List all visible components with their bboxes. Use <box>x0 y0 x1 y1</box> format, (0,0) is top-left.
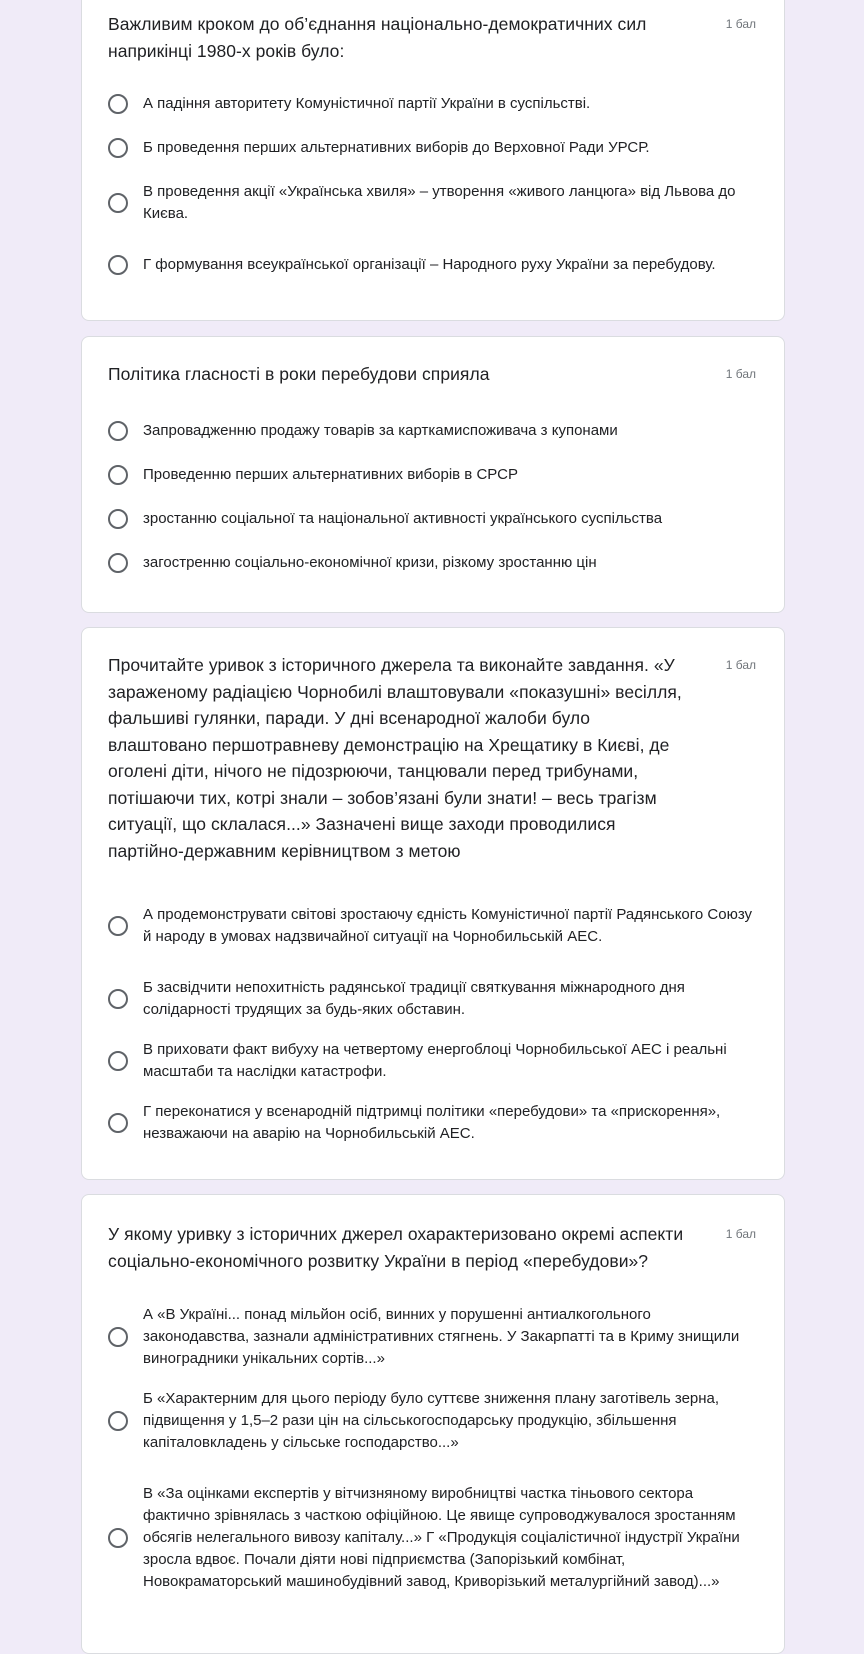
radio-button[interactable] <box>108 1528 128 1548</box>
radio-option[interactable] <box>82 884 784 968</box>
radio-option[interactable] <box>82 968 784 1030</box>
radio-option[interactable] <box>82 409 784 453</box>
option-label: Г переконатися у всенародній підтримці політики «перебудови» та «прискорення», незважаючи на аварію на Чорнобильській АЕС. <box>143 1103 721 1142</box>
option-label: В приховати факт вибуху на четвертому енергоблоці Чорнобильської АЕС і реальні масштаби та наслідки катастрофи. <box>143 1041 727 1080</box>
points-label: 1 бал <box>725 17 756 31</box>
radio-option[interactable] <box>82 1295 784 1379</box>
option-label: Проведенню перших альтернативних виборів в СРСР <box>143 465 518 483</box>
radio-option[interactable] <box>82 170 784 235</box>
question-card-3 <box>81 627 785 1180</box>
radio-button[interactable] <box>108 509 128 529</box>
radio-button[interactable] <box>108 989 128 1009</box>
option-label: загостренню соціально-економічної кризи, різкому зростанню цін <box>143 553 597 571</box>
radio-button[interactable] <box>108 1411 128 1431</box>
option-label: Запровадженню продажу товарів за карткамиспоживача з купонами <box>143 421 618 439</box>
question-card-1 <box>81 0 785 321</box>
option-label: зростанню соціальної та національної активності українського суспільства <box>143 509 663 527</box>
option-label: А продемонструвати світові зростаючу єдність Комуністичної партії Радянського Союзу й народу в умовах надзвичайної ситуації на Чорнобильській АЕС. <box>143 906 753 945</box>
option-label: Г формування всеукраїнської організації – Народного руху України за перебудову. <box>143 256 716 273</box>
question-title: Важливим кроком до об’єднання національно-демократичних сил наприкінці 1980-х років було: <box>108 14 647 61</box>
question-card-4 <box>81 1194 785 1654</box>
option-label: Б «Характерним для цього періоду було суттєве зниження плану заготівель зерна, підвищення у 1,5–2 рази цін на сільськогосподарську продукцію, збільшення капіталовкладень у сільське господарство...» <box>143 1390 720 1451</box>
radio-button[interactable] <box>108 916 128 936</box>
radio-option[interactable] <box>82 235 784 295</box>
option-label: Б засвідчити непохитність радянської традиції святкування міжнародного дня солідарності трудящих за будь-яких обставин. <box>143 979 685 1018</box>
points-label: 1 бал <box>725 1227 756 1241</box>
radio-button[interactable] <box>108 465 128 485</box>
radio-button[interactable] <box>108 1113 128 1133</box>
radio-option[interactable] <box>82 497 784 541</box>
radio-button[interactable] <box>108 94 128 114</box>
radio-button[interactable] <box>108 553 128 573</box>
radio-option[interactable] <box>82 126 784 170</box>
radio-option[interactable] <box>82 541 784 585</box>
points-label: 1 бал <box>725 658 756 672</box>
radio-option[interactable] <box>82 82 784 126</box>
option-label: Б проведення перших альтернативних виборів до Верховної Ради УРСР. <box>143 139 650 156</box>
radio-button[interactable] <box>108 1051 128 1071</box>
radio-button[interactable] <box>108 255 128 275</box>
radio-option[interactable] <box>82 1092 784 1154</box>
option-label: В «За оцінками експертів у вітчизняному виробництві частка тіньового сектора фактично зрівнялась з часткою офіційною. Це явище супроводжувалося зростанням обсягів нелегального вивозу капіталу...» Г «Продукція соціалістичної індустрії України зросла вдвоє. Почали діяти нові підприємства (Запорізький комбінат, Новокраматорський машинобудівний завод, Криворізький металургійний завод)...» <box>143 1485 740 1590</box>
radio-button[interactable] <box>108 138 128 158</box>
option-label: А «В Україні... понад мільйон осіб, винних у порушенні антиалкогольного законодавства, зазнали адміністративних стягнень. У Закарпатті та в Криму знищили виноградники унікальних сортів...» <box>143 1306 740 1367</box>
question-card-2 <box>81 336 785 613</box>
option-label: В проведення акції «Українська хвиля» – утворення «живого ланцюга» від Львова до Києва. <box>143 182 736 222</box>
radio-button[interactable] <box>108 1327 128 1347</box>
radio-option[interactable] <box>82 453 784 497</box>
radio-button[interactable] <box>108 193 128 213</box>
question-title: Прочитайте уривок з історичного джерела та виконайте завдання. «У зараженому радіацією Чорнобилі влаштовували «показушні» весілля, фальшиві гулянки, паради. У дні всенародної жалоби було влаштовано першотравневу демонстрацію на Хрещатику в Києві, де оголені діти, нічого не підозрюючи, танцювали перед трибунами, потішаючи тих, котрі знали – зобов’язані були знати! – весь трагізм ситуації, що склалася...» Зазначені вище заходи проводилися партійно-державним керівництвом з метою <box>108 655 682 861</box>
question-title: Політика гласності в роки перебудови сприяла <box>108 364 490 384</box>
radio-option[interactable] <box>82 1379 784 1463</box>
option-label: А падіння авторитету Комуністичної партії України в суспільстві. <box>143 95 591 112</box>
radio-button[interactable] <box>108 421 128 441</box>
radio-option[interactable] <box>82 1463 784 1613</box>
question-title: У якому уривку з історичних джерел охарактеризовано окремі аспекти соціально-економічного розвитку України в період «перебудови»? <box>108 1224 684 1271</box>
radio-option[interactable] <box>82 1030 784 1092</box>
points-label: 1 бал <box>725 367 756 381</box>
